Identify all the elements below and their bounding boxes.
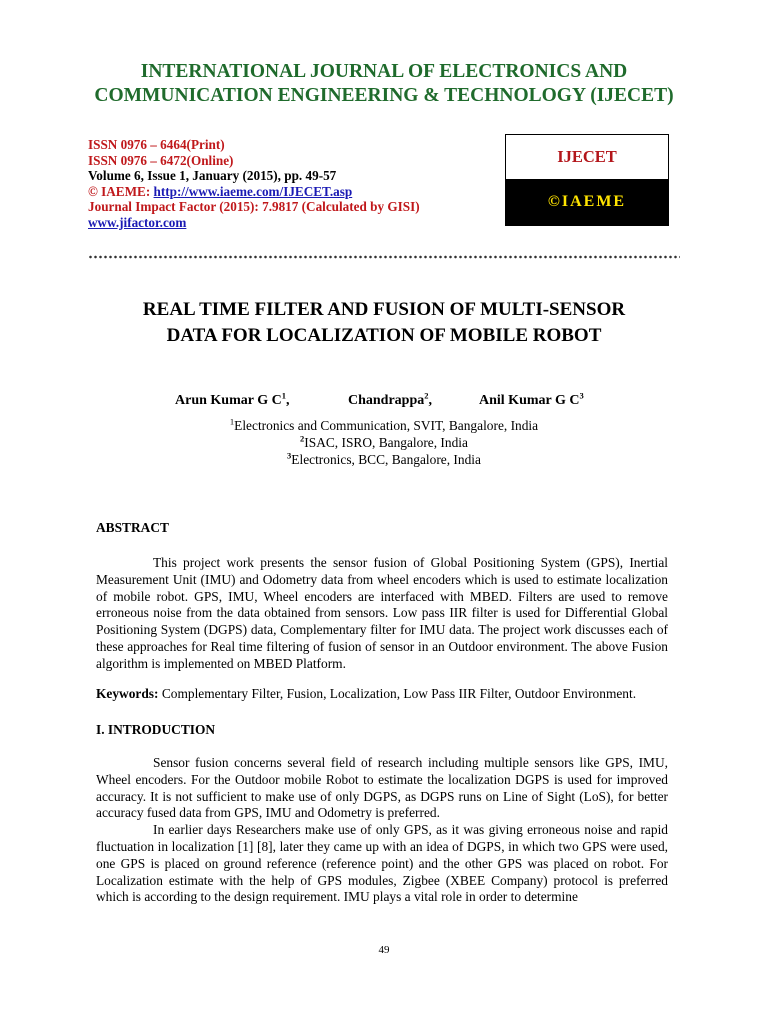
- introduction-heading: I. INTRODUCTION: [96, 722, 216, 737]
- author-3-sup: 3: [579, 390, 584, 401]
- issn-print: ISSN 0976 – 6464(Print): [88, 137, 225, 152]
- introduction-body: [96, 755, 668, 906]
- paper-title: [0, 297, 768, 349]
- introduction-paragraph-1: Sensor fusion concerns several field of research including multiple sensors like GPS, IMU, Wheel encoders. For the Outdoor mobile Robot to estimate the localization DGPS is used for improved accuracy. It is not sufficient to make use of only DGPS, as DGPS runs on Line of Sight (LoS), for better accuracy fused data from GPS, IMU and Odometry is preferred.: [96, 755, 668, 821]
- keywords: [96, 686, 696, 703]
- impact-factor: Journal Impact Factor (2015): 7.9817 (Calculated by GISI): [88, 199, 420, 214]
- affiliation-2: $^2$ISAC, ISRO, Bangalore, India: [300, 433, 468, 450]
- paper-title-line-2: DATA FOR LOCALIZATION OF MOBILE ROBOT: [166, 325, 602, 346]
- volume-info: Volume 6, Issue 1, January (2015), pp. 49-57: [88, 168, 337, 183]
- journal-logo: [505, 134, 669, 226]
- page-number: 49: [378, 944, 390, 956]
- issn-online: ISSN 0976 – 6472(Online): [88, 152, 234, 168]
- author-2: Chandrappa$^2$,: [348, 390, 433, 408]
- paper-title-line-1: REAL TIME FILTER AND FUSION OF MULTI-SENSOR: [142, 299, 626, 320]
- author-1-sup: 1: [281, 390, 286, 401]
- journal-title-line-2: COMMUNICATION ENGINEERING & TECHNOLOGY (IJECET): [94, 85, 674, 106]
- author-list: [0, 390, 768, 413]
- dotted-divider: [88, 255, 680, 259]
- logo-iaeme: ©IAEME: [506, 179, 668, 225]
- author-1: Arun Kumar G $C^1$,: [175, 390, 290, 408]
- jifactor-link[interactable]: www.jifactor.com: [88, 214, 187, 230]
- logo-ijecet: IJECET: [557, 147, 617, 166]
- keywords-text: Complementary Filter, Fusion, Localization, Low Pass IIR Filter, Outdoor Environment.: [158, 686, 637, 701]
- introduction-paragraph-2: In earlier days Researchers make use of only GPS, as it was giving erroneous noise and rapid fluctuation in localization [1] [8], later they came up with an idea of DGPS, in which two GPS were used, one GPS is placed on ground reference (reference point) and the other GPS was placed on robot. For Localization estimate with the help of GPS modules, Zigbee (XBEE Company) protocol is preferred which is according to the design requirement. IMU plays a vital role in order to determine: [96, 822, 668, 905]
- journal-info-block: [88, 137, 508, 230]
- abstract-heading: ABSTRACT: [96, 520, 169, 535]
- abstract-body: [96, 555, 668, 673]
- affiliation-list: [0, 417, 768, 468]
- author-3: Anil Kumar G $C^3$: [479, 390, 584, 408]
- affiliation-3: $^3$Electronics, BCC, Bangalore, India: [287, 450, 481, 467]
- iaeme-url-link[interactable]: http://www.iaeme.com/IJECET.asp: [153, 183, 353, 199]
- journal-title: [0, 60, 768, 108]
- affiliation-1: $^1$Electronics and Communication, SVIT, Bangalore, India: [229, 416, 539, 433]
- abstract-paragraph: This project work presents the sensor fusion of Global Positioning System (GPS), Inertial Measurement Unit (IMU) and Odometry data from wheel encoders which is used to estimate localization of mobile robot. GPS, IMU, Wheel encoders are interfaced with MBED. Filters are used to remove erroneous noise from the data obtained from sensors. Low pass IIR filter is used for Differential Global Positioning System (DGPS) data, Complementary filter for IMU data. The project work discusses each of these approaches for Real time filtering of fusion of sensor in an Outdoor environment. The above Fusion algorithm is implemented on MBED Platform.: [96, 555, 668, 671]
- keywords-label: Keywords:: [96, 686, 159, 701]
- journal-title-line-1: INTERNATIONAL JOURNAL OF ELECTRONICS AND: [140, 61, 628, 82]
- iaeme-line: [88, 184, 508, 200]
- author-2-sup: 2: [424, 390, 429, 401]
- iaeme-prefix: © IAEME:: [88, 183, 154, 199]
